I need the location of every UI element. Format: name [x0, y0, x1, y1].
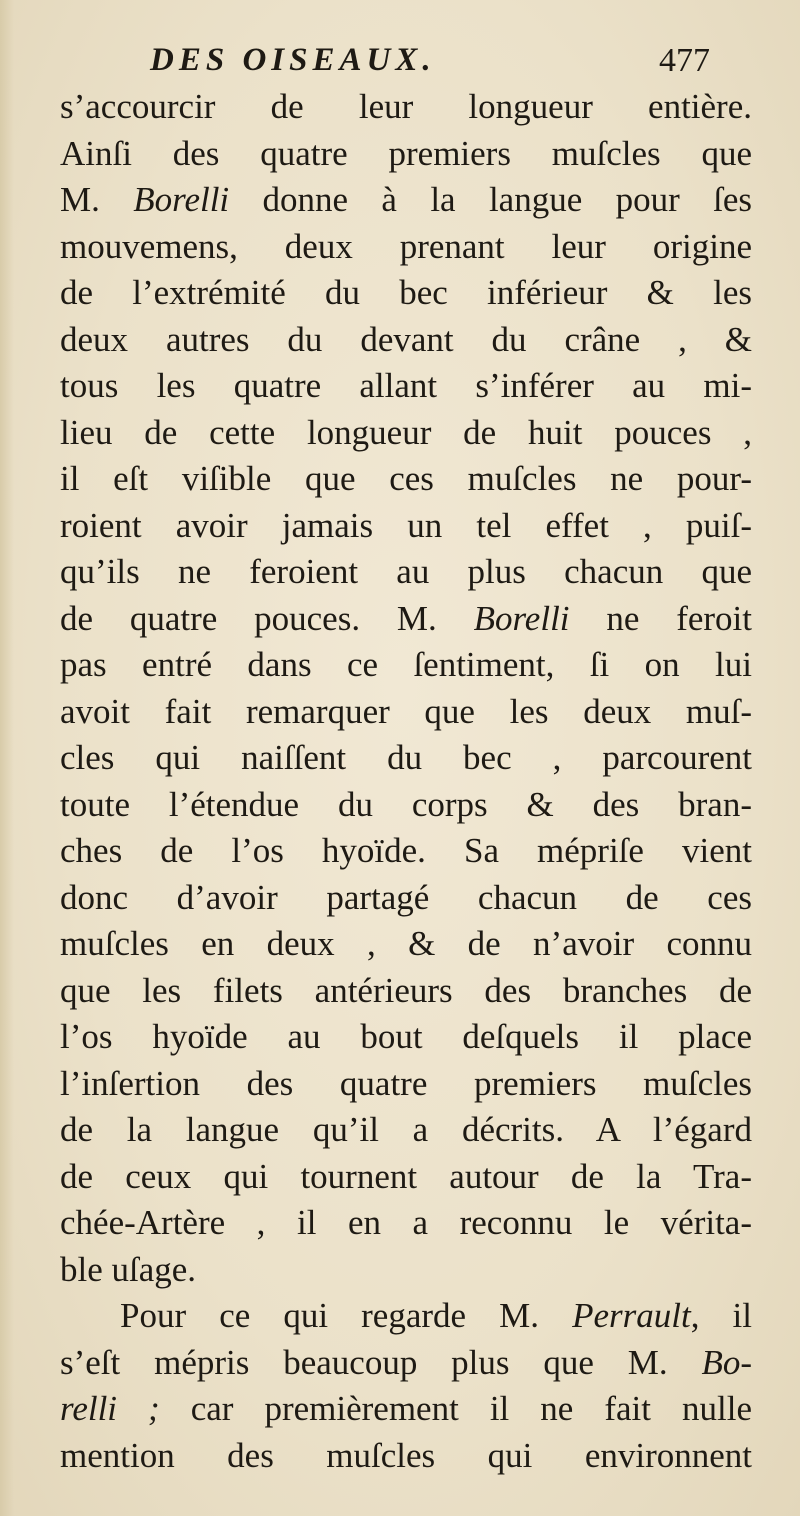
text-run: donne à la langue pour ſes	[229, 180, 753, 219]
text-run: ches de l’os hyoïde. Sa mépriſe vient	[60, 831, 752, 870]
text-line	[60, 1106, 752, 1154]
italic-name: relli ;	[60, 1389, 160, 1428]
text-line	[60, 1013, 752, 1061]
text-run: cles qui naiſſent du bec , parcourent	[60, 738, 752, 777]
text-run: , il	[690, 1296, 752, 1335]
text-run: deux autres du devant du crâne , &	[60, 319, 752, 359]
text-run: mention des muſcles qui environnent	[60, 1435, 752, 1475]
text-run: Ainſi des quatre premiers muſcles que	[60, 133, 752, 173]
text-line	[60, 176, 752, 224]
text-run: de la langue qu’il a décrits. A l’égard	[60, 1110, 752, 1149]
page-number: 477	[659, 42, 710, 79]
text-line	[60, 1199, 752, 1247]
text-line	[60, 920, 752, 968]
text-run: il eſt viſible que ces muſcles ne pour-	[60, 459, 752, 498]
text-line	[60, 1153, 752, 1201]
text-line	[60, 781, 752, 829]
text-line	[60, 83, 752, 131]
text-run: de ceux qui tournent autour de la Tra-	[60, 1156, 752, 1196]
text-line	[60, 1385, 752, 1433]
text-line	[60, 316, 752, 364]
text-run: de quatre pouces. M.	[60, 598, 474, 638]
text-run: que les filets antérieurs des branches de	[60, 970, 752, 1010]
text-run: s’eſt mépris beaucoup plus que M.	[60, 1342, 702, 1382]
text-run: tous les quatre allant s’inférer au mi-	[60, 366, 752, 405]
text-run: pas entré dans ce ſentiment, ſi on lui	[60, 645, 752, 684]
text-line	[60, 130, 752, 178]
text-line	[120, 1292, 752, 1340]
text-line	[60, 1432, 752, 1480]
text-run: l’os hyoïde au bout deſquels il place	[60, 1017, 752, 1056]
italic-name: Bo-	[701, 1342, 752, 1382]
text-line	[60, 1246, 752, 1294]
page-gutter-shadow	[0, 0, 14, 1516]
text-run: toute l’étendue du corps & des bran-	[60, 784, 752, 824]
text-run: qu’ils ne feroient au plus chacun que	[60, 552, 752, 591]
text-run: muſcles en deux , & de n’avoir connu	[60, 924, 752, 963]
text-line	[60, 874, 752, 922]
text-line	[60, 1339, 752, 1387]
text-line	[60, 1060, 752, 1108]
text-line	[60, 734, 752, 782]
text-line	[60, 595, 752, 643]
text-line	[60, 827, 752, 875]
text-run: roient avoir jamais un tel effet , puiſ-	[60, 505, 752, 545]
italic-name: Perrault	[572, 1296, 691, 1335]
text-run: ble uſage.	[60, 1249, 197, 1289]
text-line	[60, 269, 752, 317]
text-line	[60, 362, 752, 410]
text-line	[60, 223, 752, 271]
text-run: de l’extrémité du bec inférieur & les	[60, 273, 752, 312]
text-line	[60, 548, 752, 596]
text-run: avoit fait remarquer que les deux muſ-	[60, 691, 752, 731]
text-run: ne feroit	[569, 598, 753, 638]
text-run: l’inſertion des quatre premiers muſcles	[60, 1063, 752, 1103]
text-run: mouvemens, deux prenant leur origine	[60, 226, 752, 266]
text-run: chée-Artère , il en a reconnu le vérita-	[60, 1203, 752, 1242]
text-run: car premièrement il ne fait nulle	[159, 1389, 752, 1428]
text-line	[60, 641, 752, 689]
text-line	[60, 967, 752, 1015]
text-line	[60, 409, 752, 457]
text-line	[60, 688, 752, 736]
text-run: M.	[60, 180, 134, 219]
text-run: lieu de cette longueur de huit pouces ,	[60, 412, 752, 452]
text-line	[60, 502, 752, 550]
text-run: s’accourcir de leur longueur entière.	[60, 87, 752, 126]
italic-name: Borelli	[473, 598, 570, 638]
italic-name: Borelli	[133, 180, 230, 219]
text-line	[60, 455, 752, 503]
running-head: DES OISEAUX.	[150, 42, 436, 78]
text-run: donc d’avoir partagé chacun de ces	[60, 877, 752, 917]
text-run: Pour ce qui regarde M.	[120, 1296, 573, 1335]
